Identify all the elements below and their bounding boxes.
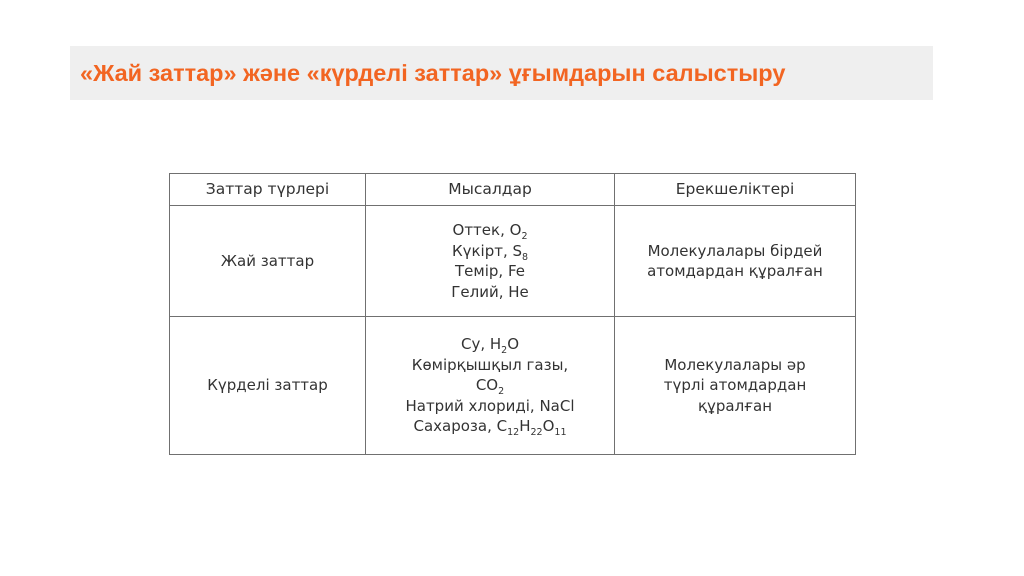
example-oxygen: Оттек, $O_2$	[452, 221, 528, 242]
features-cell	[615, 206, 856, 317]
title-bar	[70, 46, 933, 100]
table-row	[170, 317, 856, 455]
feature-line: Молекулалары бірдей	[647, 241, 823, 260]
header-features: Ерекшеліктері	[615, 174, 856, 206]
feature-line: Молекулалары әр	[664, 355, 806, 374]
example-carbon-dioxide-name: Көмірқышқыл газы,	[411, 355, 569, 374]
example-sodium-chloride: Натрий хлориді, NaCl	[405, 396, 575, 415]
row-type-complex: Күрделі заттар	[170, 317, 366, 455]
examples-cell	[366, 206, 615, 317]
slide-title: «Жай заттар» және «күрделі заттар» ұғымдарын салыстыру	[80, 59, 786, 86]
examples-cell	[366, 317, 615, 455]
table-row	[170, 206, 856, 317]
example-carbon-dioxide-formula: $CO_2$	[475, 376, 505, 398]
example-helium: Гелий, He	[451, 282, 529, 301]
features-cell	[615, 317, 856, 455]
example-iron: Темір, Fe	[455, 262, 525, 280]
feature-line: түрлі атомдардан	[663, 376, 807, 395]
example-water: Су, $H_2O$	[460, 335, 520, 357]
header-examples: Мысалдар	[366, 174, 615, 206]
feature-line: атомдардан құралған	[647, 262, 823, 280]
row-type-simple: Жай заттар	[170, 206, 366, 317]
header-substance-types: Заттар түрлері	[170, 174, 366, 206]
example-sulfur: Күкірт, $S_8$	[451, 241, 529, 263]
table-header-row	[170, 174, 856, 206]
comparison-table	[169, 173, 856, 455]
example-sucrose: Сахароза, $C_{12}H_{22}O_{11}$	[413, 417, 567, 439]
feature-line: құралған	[697, 396, 773, 415]
